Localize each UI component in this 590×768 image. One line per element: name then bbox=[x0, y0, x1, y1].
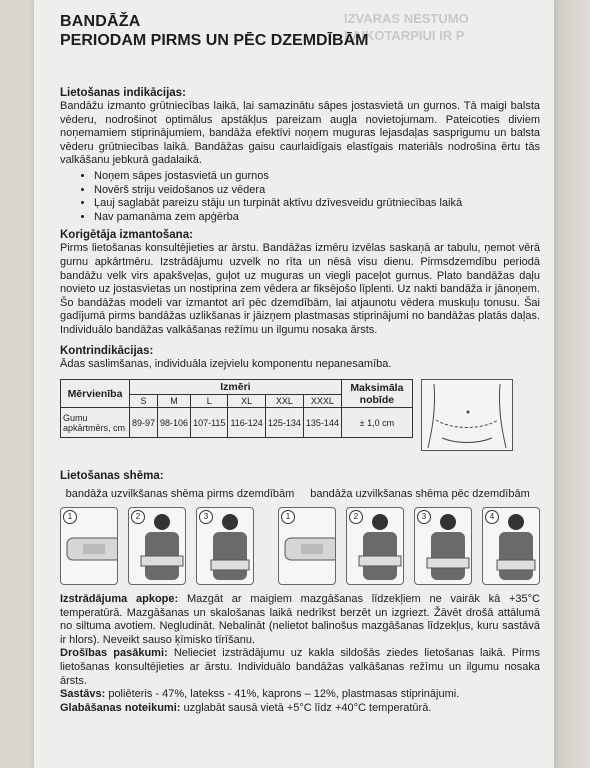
measurement-illustration bbox=[421, 379, 513, 451]
contra-title: Kontrindikācijas: bbox=[60, 344, 154, 357]
size-label: XL bbox=[228, 395, 265, 408]
storage-label: Glabāšanas noteikumi: bbox=[60, 701, 181, 714]
leaflet-sheet bbox=[34, 0, 554, 768]
scheme-step-before-2 bbox=[128, 507, 186, 585]
size-range: 89-97 bbox=[130, 408, 158, 438]
step-number: 1 bbox=[281, 510, 295, 524]
footer-info bbox=[60, 593, 540, 715]
scheme-step-after-1 bbox=[278, 507, 336, 585]
indications-text: Bandāžu izmanto grūtniecības laikā, lai samazinātu sāpes jostasvietā un gurnos. Tā maigi balsta vēderu, nodrošinot optimālus apstākļus pareizam augļa novietojumam. Pateicoties diviem noņemamiem stiprinājumiem, bandāža efektīvi noņem muguras lejasdaļas sasprigumu un balsta vēderu grūtniecības laikā. Bandāžas gaisu caurlaidīgais elastīgais materiāls nodrošina ērtu tās valkāšanu jebkurā gadalaikā. bbox=[60, 100, 540, 167]
person-illustration bbox=[347, 508, 404, 584]
step-number: 3 bbox=[417, 510, 431, 524]
indication-item: • Nav pamanāma zem apģērba bbox=[94, 211, 540, 225]
row-label: Gumu apkārtmērs, cm bbox=[61, 408, 130, 438]
usage-title: Korigētāja izmantošana: bbox=[60, 229, 193, 242]
leaflet-content bbox=[60, 12, 540, 715]
sizes-header: Izmēri bbox=[130, 380, 342, 395]
background-surface bbox=[554, 0, 590, 768]
person-illustration bbox=[483, 508, 540, 584]
storage-paragraph bbox=[60, 702, 540, 716]
scheme-step-before-3 bbox=[196, 507, 254, 585]
bleed-line: IZVARAS NESTUMO bbox=[344, 11, 469, 26]
unit-header: Mērvienība bbox=[61, 380, 130, 408]
size-table bbox=[60, 379, 413, 438]
step-number: 1 bbox=[63, 510, 77, 524]
title-line-1: BANDĀŽA bbox=[60, 13, 141, 30]
indication-item: • Ļauj saglabāt pareizu stāju un turpināt aktīvu dzīvesveidu grūtniecības laikā bbox=[94, 197, 540, 211]
size-label: M bbox=[158, 395, 191, 408]
scheme-step-after-2 bbox=[346, 507, 404, 585]
safety-label: Drošības pasākumi: bbox=[60, 647, 168, 660]
size-range: 135-144 bbox=[303, 408, 341, 438]
indication-item: • Noņem sāpes jostasvietā un gurnos bbox=[94, 170, 540, 184]
scheme-step-after-3 bbox=[414, 507, 472, 585]
title-line-2: PERIODAM PIRMS UN PĒC DZEMDĪBĀM bbox=[60, 32, 369, 49]
care-label: Izstrādājuma apkope: bbox=[60, 593, 179, 606]
composition-label: Sastāvs: bbox=[60, 688, 106, 701]
scheme-title: Lietošanas shēma: bbox=[60, 470, 164, 483]
step-number: 2 bbox=[131, 510, 145, 524]
size-range: 98-106 bbox=[158, 408, 191, 438]
scheme-captions bbox=[60, 487, 540, 501]
indications-list bbox=[60, 170, 540, 224]
belt-illustration bbox=[279, 508, 336, 584]
size-label: XXXL bbox=[303, 395, 341, 408]
storage-text: uzglabāt sausā vietā +5°C līdz +40°C temperatūrā. bbox=[180, 701, 432, 714]
person-illustration bbox=[415, 508, 472, 584]
size-range: 107-115 bbox=[191, 408, 228, 438]
size-section bbox=[60, 379, 540, 451]
size-label: XXL bbox=[265, 395, 303, 408]
contra-text: Ādas saslimšanas, individuāla izejvielu komponentu nepanesamība. bbox=[60, 357, 392, 370]
care-paragraph bbox=[60, 593, 540, 647]
tolerance-value: ± 1,0 cm bbox=[341, 408, 412, 438]
scheme-step-before-1 bbox=[60, 507, 118, 585]
indications-title: Lietošanas indikācijas: bbox=[60, 87, 186, 99]
size-label: L bbox=[191, 395, 228, 408]
size-label: S bbox=[130, 395, 158, 408]
size-range: 125-134 bbox=[265, 408, 303, 438]
step-number: 2 bbox=[349, 510, 363, 524]
safety-paragraph bbox=[60, 647, 540, 688]
indication-item: • Novērš striju veidošanos uz vēdera bbox=[94, 184, 540, 198]
person-illustration bbox=[197, 508, 254, 584]
scheme-steps bbox=[60, 507, 540, 585]
bleed-line: LAIKOTARPIUI IR P bbox=[344, 28, 465, 43]
care-text: Mazgāt ar maigiem mazgāšanas līdzekļiem ne vairāk kā +35°C temperatūrā. Mazgāšanas un skalošanas laikā nedrīkst berzēt un izgriezt. Žāvēt drošā attālumā no siltuma avotiem. Negludināt. Nebalināt (nelietot balinošus mazgāšanas līdzekļus, kuru sastāvā ir hlors). Neveikt sauso ķīmisko tīrīšanu. bbox=[60, 593, 540, 646]
composition-text: poliēteris - 47%, latekss - 41%, kaprons – 12%, plastmasas stiprinājumi. bbox=[105, 688, 460, 701]
size-range: 116-124 bbox=[228, 408, 265, 438]
scheme-before-caption: bandāža uzvilkšanas shēma pirms dzemdībām bbox=[65, 488, 295, 501]
step-number: 3 bbox=[199, 510, 213, 524]
person-illustration bbox=[129, 508, 186, 584]
usage-text: Pirms lietošanas konsultējieties ar ārstu. Bandāžas izmēru izvēlas saskaņā ar tabulu, ņemot vērā gurnu apkārtmēru. Izstrādājumu uzvelk no rīta un nēsā visu dienu. Pirmsdzemdību periodā bandāžu velk virs apakšveļas, guļot uz muguras un viegli paceļot gurnus. Plato bandāžas daļu novieto uz jostasvietas un nostiprina zem vēdera ar fiksējošo līplenti. Uz nakti bandāža ir jānoņem. Šo bandāžas modeli var izmantot arī pēc dzemdībām, lai atjaunotu vēdera muskuļu tonusu. Šai gadījumā pirms bandāžas uzlikšanas ir jāizņem plastmasas stiprinājumi no bandāžas platās daļas. Individuālo bandāžas valkāšanas režīmu un ilgumu nosaka ārsts. bbox=[60, 242, 540, 336]
step-number: 4 bbox=[485, 510, 499, 524]
composition-paragraph bbox=[60, 688, 540, 702]
scheme-step-after-4 bbox=[482, 507, 540, 585]
safety-text: Nelieciet izstrādājumu uz kakla sildošās ziedes lietošanas laikā. Pirms lietošanas konsultējieties ar ārstu. Individuālo bandāžas valkāšanas režīmu un ilgumu nosaka ārsts. bbox=[60, 647, 540, 687]
belt-illustration bbox=[61, 508, 118, 584]
scheme-after-caption: bandāža uzvilkšanas shēma pēc dzemdībām bbox=[310, 488, 530, 501]
tolerance-header: Maksimāla nobīde bbox=[341, 380, 412, 408]
